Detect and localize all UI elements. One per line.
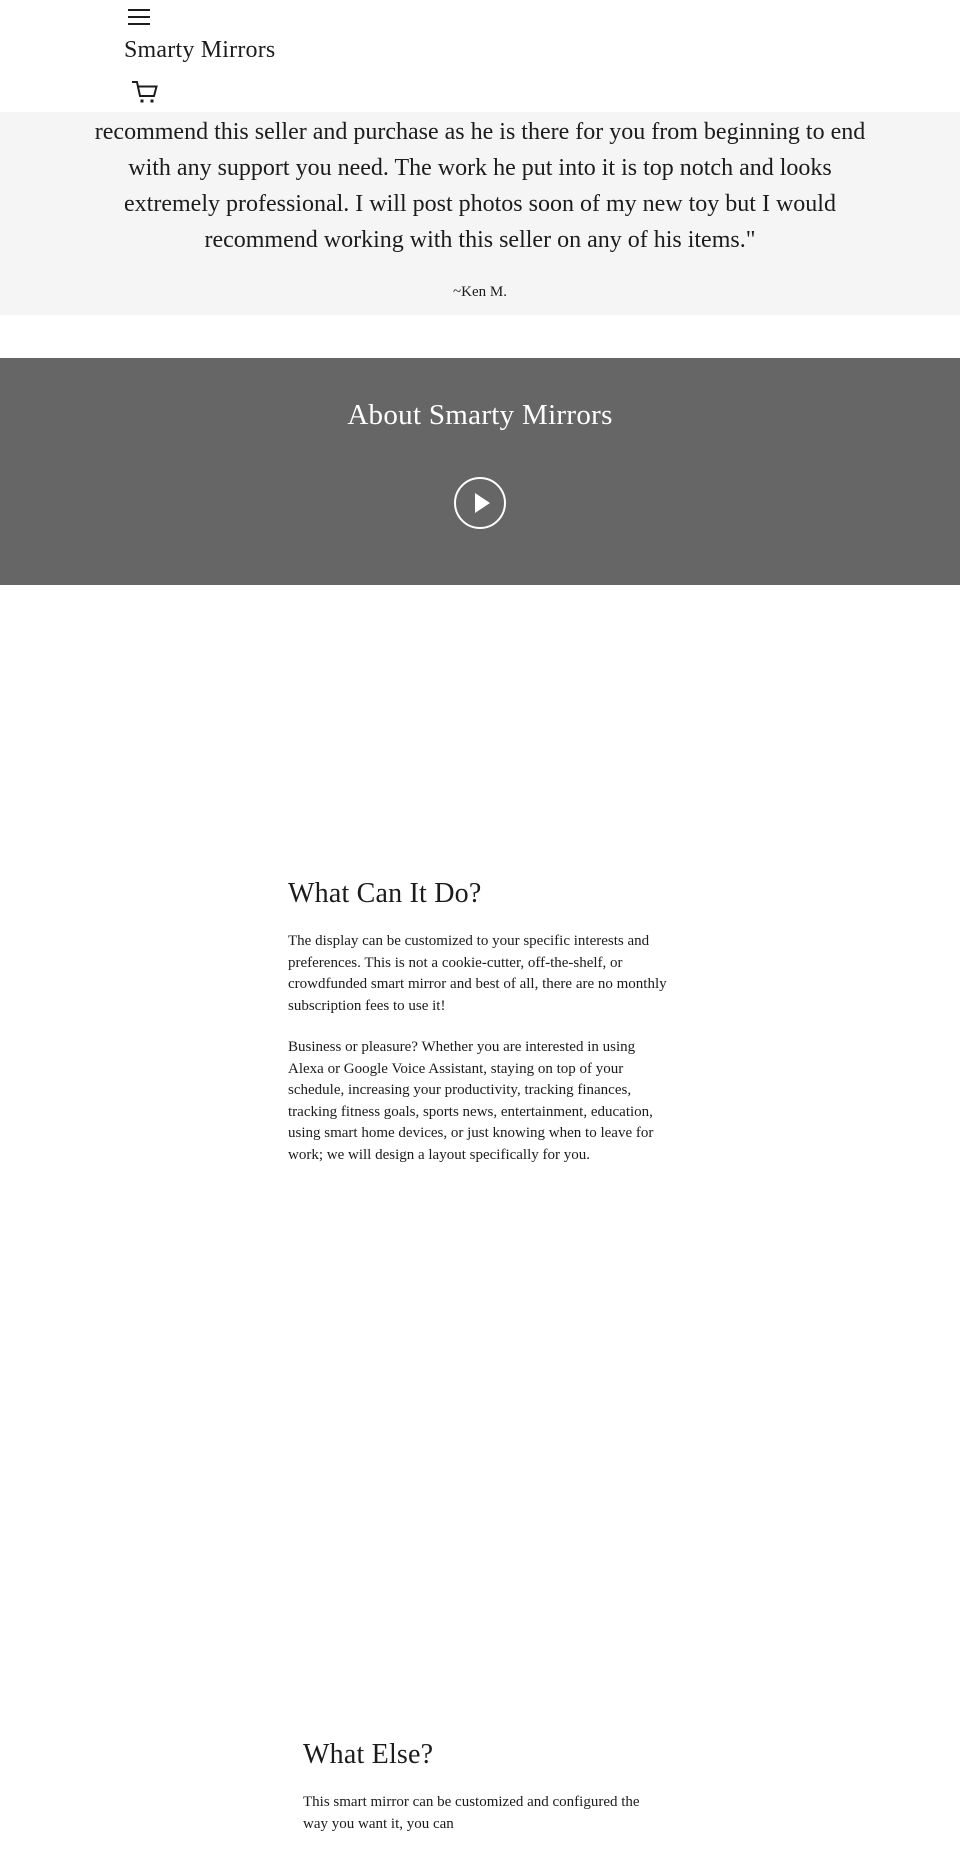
about-section-title: About Smarty Mirrors — [347, 399, 613, 431]
play-video-button[interactable] — [454, 477, 506, 529]
feature-paragraph: The display can be customized to your specific interests and preferences. This is not a cookie-cutter, off-the-shelf, or crowdfunded smart mirror and best of all, there are no monthly subscription fees to use it! — [288, 933, 667, 1014]
testimonial-author: ~Ken M. — [453, 284, 507, 300]
feature-title: What Else? — [303, 1739, 434, 1770]
hamburger-bar — [128, 23, 150, 25]
feature-paragraph: Business or pleasure? Whether you are interested in using Alexa or Google Voice Assistant, staying on top of your schedule, increasing your productivity, tracking finances, tracking fitness goals, sports news, entertainment, education, using smart home devices, or just knowing when to leave for work; we will design a layout specifically for you. — [288, 1039, 654, 1163]
shopping-cart-icon[interactable] — [131, 80, 159, 106]
play-triangle-icon — [475, 493, 490, 513]
hamburger-menu-icon[interactable] — [128, 9, 150, 27]
hamburger-bar — [128, 16, 150, 18]
site-title[interactable]: Smarty Mirrors — [124, 37, 276, 63]
feature-section-what-else — [303, 1738, 663, 1835]
shopping-cart-glyph — [131, 80, 159, 106]
feature-paragraph: This smart mirror can be customized and configured the way you want it, you can — [303, 1794, 640, 1832]
hamburger-bar — [128, 9, 150, 11]
site-header — [0, 0, 960, 112]
section-spacer — [0, 315, 960, 358]
testimonial-section — [0, 112, 960, 315]
about-video-section — [0, 358, 960, 585]
feature-title: What Can It Do? — [288, 878, 482, 909]
testimonial-quote: recommend this seller and purchase as he is there for you from beginning to end with any support you need. The work he put into it is top notch and looks extremely professional. I will post photos soon of my new toy but I would recommend working with this seller on any of his items." — [94, 119, 866, 253]
feature-section-what-can-it-do — [288, 877, 673, 1166]
